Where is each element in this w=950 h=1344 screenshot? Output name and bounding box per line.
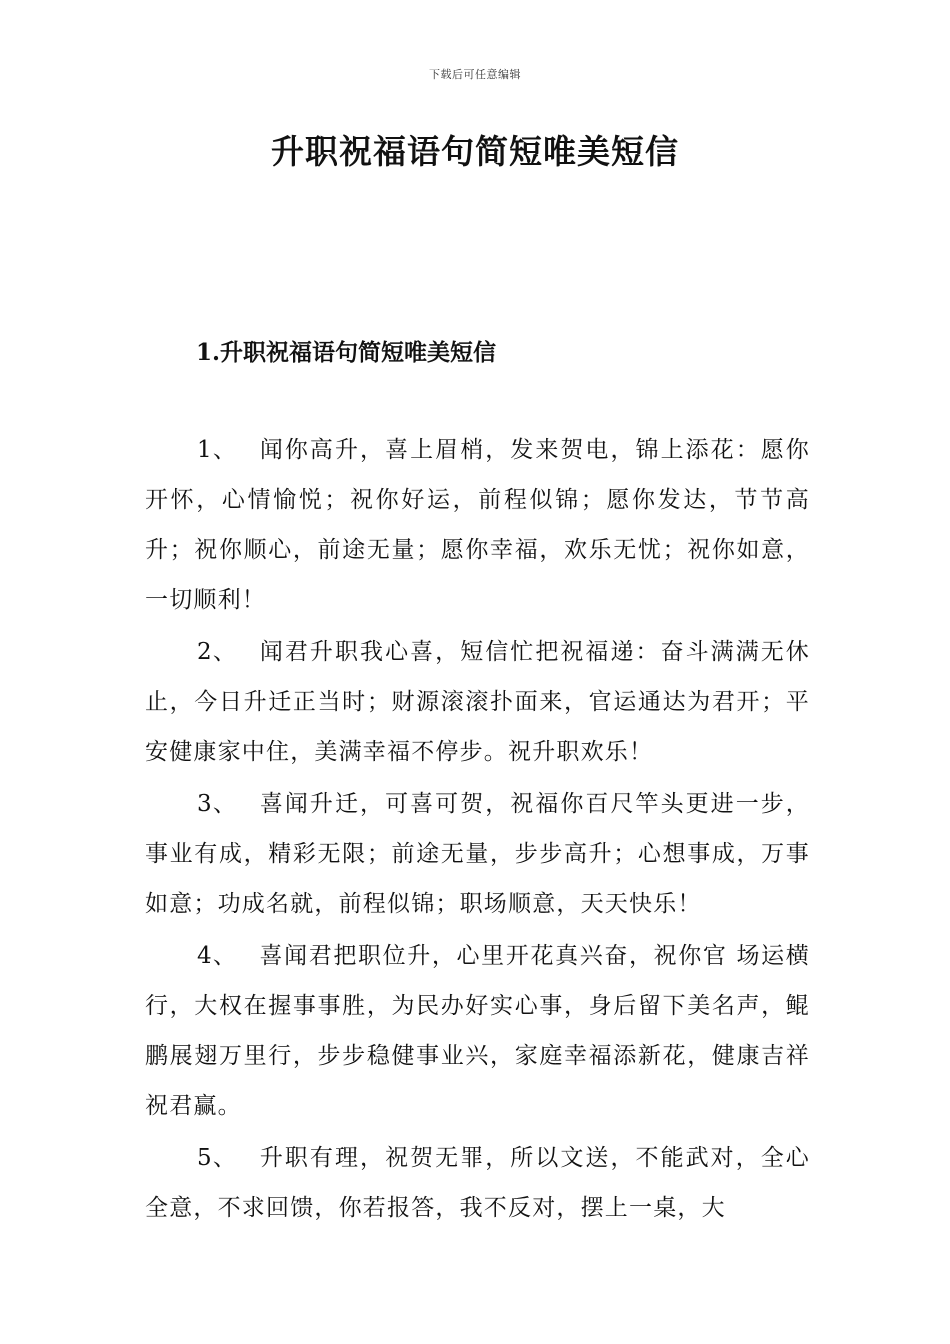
message-text: 喜闻升迁，可喜可贺，祝福你百尺竿头更进一步，事业有成，精彩无限；前途无量，步步高升；心想事成，万事如意；功成名就，前程似锦；职场顺意，天天快乐！	[145, 791, 810, 917]
message-item	[145, 1133, 810, 1233]
message-number: 1、	[197, 437, 238, 463]
message-text: 升职有理，祝贺无罪，所以文送，不能武对，全心全意，不求回馈，你若报答，我不反对，摆上一桌，大	[145, 1145, 810, 1221]
message-text: 闻君升职我心喜，短信忙把祝福递：奋斗满满无休止，今日升迁正当时；财源滚滚扑面来，官运通达为君开；平安健康家中住，美满幸福不停步。祝升职欢乐！	[145, 639, 810, 765]
document-title: 升职祝福语句简短唯美短信	[271, 132, 679, 171]
message-number: 5、	[197, 1145, 238, 1171]
message-item	[145, 627, 810, 777]
message-list	[145, 425, 810, 1235]
message-item	[145, 931, 810, 1131]
message-text: 闻你高升，喜上眉梢，发来贺电，锦上添花：愿你开怀，心情愉悦；祝你好运，前程似锦；愿你发达，节节高升；祝你顺心，前途无量；愿你幸福，欢乐无忧；祝你如意，一切顺利！	[145, 437, 810, 613]
message-item	[145, 779, 810, 929]
message-text: 喜闻君把职位升，心里开花真兴奋，祝你官 场运横行，大权在握事事胜，为民办好实心事，身后留下美名声，鲲鹏展翅万里行，步步稳健事业兴，家庭幸福添新花，健康吉祥祝君赢。	[145, 943, 810, 1119]
message-number: 3、	[197, 791, 238, 817]
message-item	[145, 425, 810, 625]
header-note: 下载后可任意编辑	[429, 68, 521, 81]
section-heading: 1.升职祝福语句简短唯美短信	[196, 339, 497, 366]
message-number: 4、	[197, 943, 238, 969]
message-number: 2、	[197, 639, 238, 665]
